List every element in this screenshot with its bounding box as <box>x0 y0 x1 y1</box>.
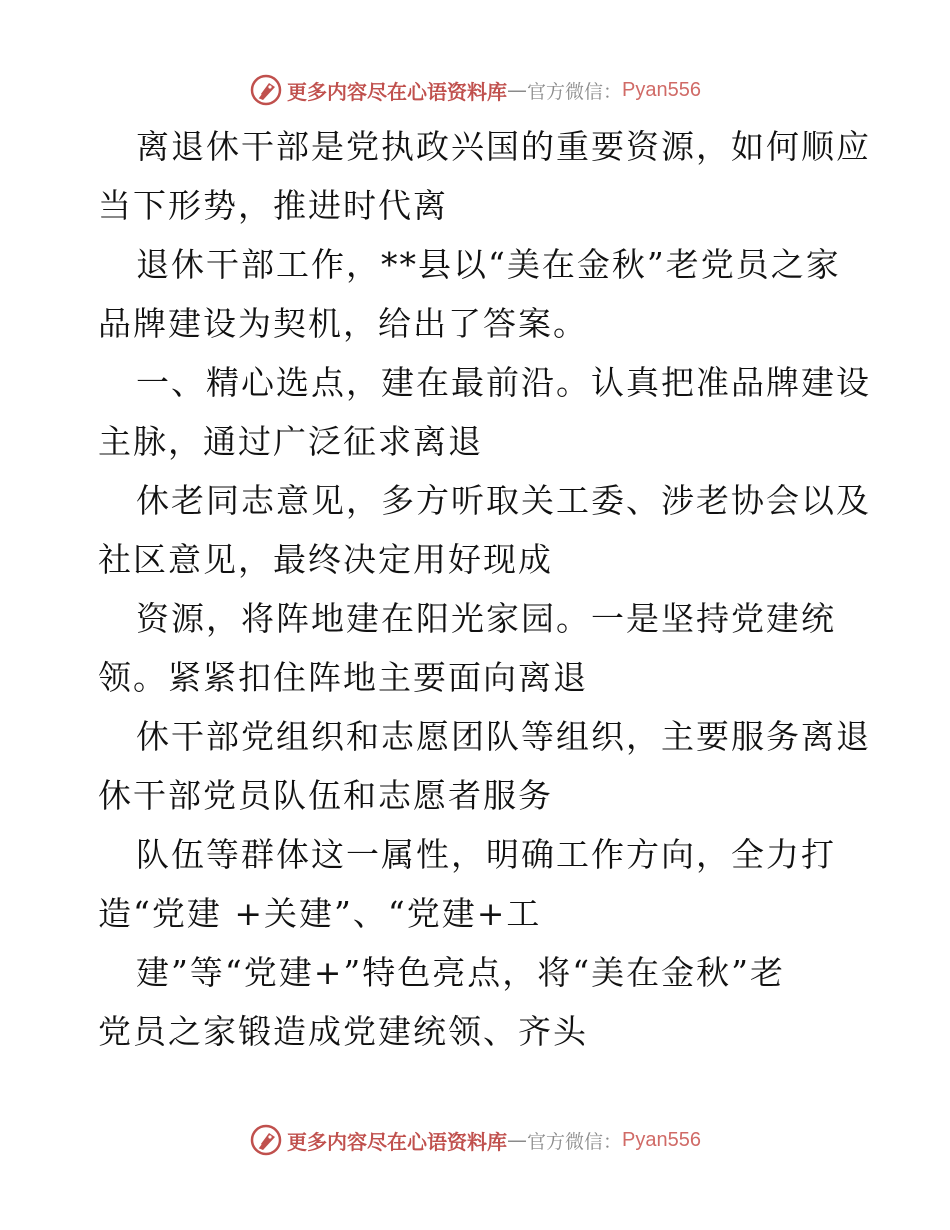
watermark-dash: — <box>507 1128 527 1152</box>
paragraph-line: 资源，将阵地建在阳光家园。一是坚持党建统 <box>136 599 836 638</box>
watermark-wechat-label: 官方微信： <box>527 80 623 103</box>
watermark-text: 更多内容尽在心语资料库 <box>287 79 507 104</box>
paragraph-line: 一、精心选点，建在最前沿。认真把准品牌建设 <box>136 363 871 402</box>
document-body <box>98 117 871 1061</box>
watermark-text: 更多内容尽在心语资料库 <box>287 1129 507 1154</box>
watermark-wechat-id: Pyan556 <box>622 1128 701 1151</box>
watermark-wechat-id: Pyan556 <box>622 78 701 101</box>
watermark-wechat-label: 官方微信： <box>527 1130 623 1153</box>
footer-watermark <box>0 1122 950 1158</box>
watermark-dash: — <box>507 78 527 102</box>
paragraph-line: 休老同志意见，多方听取关工委、涉老协会以及 <box>136 481 871 520</box>
paragraph-line: 领。紧紧扣住阵地主要面向离退 <box>98 658 588 697</box>
paragraph-line: 党员之家锻造成党建统领、齐头 <box>98 1012 588 1051</box>
paragraph-line: 离退休干部是党执政兴国的重要资源，如何顺应 <box>136 127 871 166</box>
paragraph-line: 退休干部工作，**县以“美在金秋”老党员之家 <box>136 245 841 284</box>
paragraph-line: 主脉，通过广泛征求离退 <box>98 422 483 461</box>
paragraph-line: 休干部党员队伍和志愿者服务 <box>98 776 553 815</box>
paragraph-line: 造“党建 +关建”、“党建+工 <box>98 894 542 933</box>
paragraph-line: 休干部党组织和志愿团队等组织，主要服务离退 <box>136 717 871 756</box>
paragraph-line: 当下形势，推进时代离 <box>98 186 448 225</box>
pen-nib-logo-icon <box>249 73 283 107</box>
pen-nib-logo-icon <box>249 1123 283 1157</box>
paragraph-line: 建”等“党建+”特色亮点，将“美在金秋”老 <box>136 953 786 992</box>
paragraph-line: 品牌建设为契机，给出了答案。 <box>98 304 588 343</box>
paragraph-line: 社区意见，最终决定用好现成 <box>98 540 553 579</box>
header-watermark <box>0 72 950 108</box>
paragraph-line: 队伍等群体这一属性，明确工作方向，全力打 <box>136 835 836 874</box>
